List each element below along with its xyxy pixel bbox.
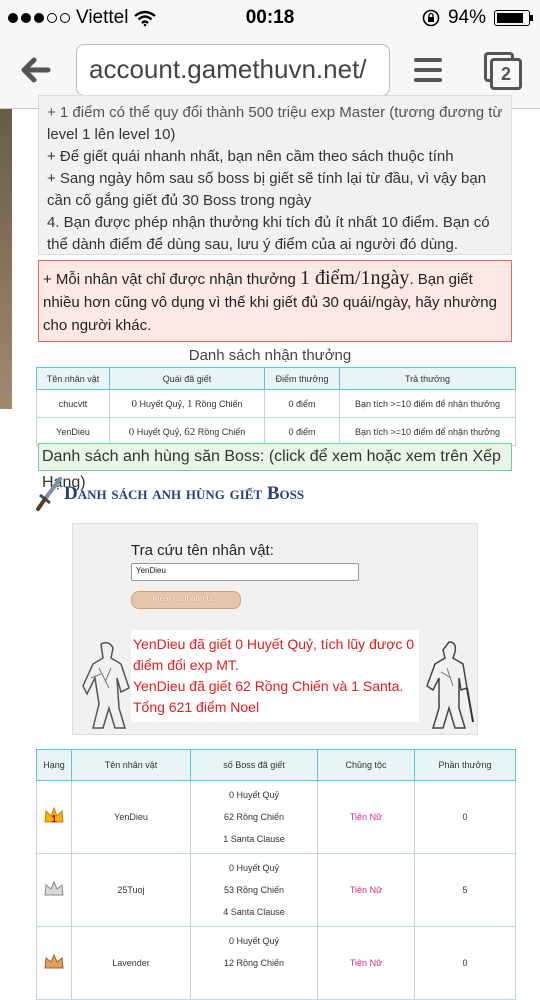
rule-line: + Sang ngày hôm sau số boss bị giết sẽ tính lại từ đầu, vì vậy bạn cần cố gắng giết đủ 30 Boss trong ngày (47, 170, 487, 209)
kills-cell: 0 Huyết Quỷ, 62 Rồng Chiến (110, 418, 265, 446)
column-header: Phần thưởng (415, 750, 516, 781)
hamburger-menu-icon[interactable] (414, 58, 442, 88)
ranking-table (36, 749, 516, 1000)
player-name: 25Tuoj (72, 854, 191, 927)
table-row (37, 418, 516, 446)
race-cell: Tiên Nữ (318, 854, 415, 927)
payout-cell: Bạn tích >=10 điểm để nhận thưởng (340, 390, 516, 418)
race-cell: Tiên Nữ (318, 927, 415, 1000)
battery-group (422, 7, 530, 29)
boss-kills-cell: 0 Huyết Quỷ 12 Rồng Chiến (191, 927, 318, 1000)
column-header: Quái đã giết (110, 368, 265, 390)
tabs-icon[interactable] (484, 52, 522, 90)
page-content (0, 104, 540, 968)
status-bar (0, 0, 540, 36)
reward-table (36, 367, 516, 446)
table-row[interactable] (37, 927, 516, 1000)
sword-icon (36, 477, 62, 511)
reward-cell: 0 (415, 781, 516, 854)
table-row[interactable] (37, 781, 516, 854)
rule-line: level 1 lên level 10) (47, 126, 176, 143)
boss-heroes-link[interactable]: Danh sách anh hùng săn Boss: (click để xem hoặc xem trên Xếp Hạng) (38, 443, 512, 471)
check-achievement-button[interactable]: Kiểm tra thành tích (131, 591, 241, 609)
battery-icon (494, 10, 530, 26)
warrior-right-image (423, 638, 475, 732)
svg-text:1: 1 (51, 814, 57, 825)
reward-notice (38, 260, 512, 342)
back-arrow-icon[interactable] (18, 52, 58, 92)
search-panel (72, 523, 478, 735)
column-header: Hạng (37, 750, 72, 781)
column-header: số Boss đã giết (191, 750, 318, 781)
rule-line: 4. Bạn được phép nhận thưởng khi tích đủ ít nhất 10 điểm. Bạn có thể dành điểm để dùng sau, lưu ý điểm của ai người đó dùng. (47, 214, 490, 253)
boss-kills-cell: 0 Huyết Quỷ 62 Rồng Chiến 1 Santa Clause (191, 781, 318, 854)
notice-suffix: . Bạn giết nhiều hơn cũng vô dụng vì thế khi giết đủ 30 quái/ngày, hãy nhường cho người khác. (43, 271, 497, 334)
player-name: YenDieu (37, 418, 110, 446)
player-name: YenDieu (72, 781, 191, 854)
address-bar[interactable] (76, 44, 390, 96)
heroes-title: Danh sách anh hùng giết Boss (64, 483, 305, 504)
silver-crown-icon (43, 879, 65, 899)
column-header: Tên nhân vật (72, 750, 191, 781)
column-header: Chủng tộc (318, 750, 415, 781)
points-cell: 0 điểm (265, 418, 340, 446)
result-line: YenDieu đã giết 0 Huyết Quỷ, tích lũy được 0 điểm đổi exp MT. (133, 636, 415, 673)
search-result (131, 630, 419, 722)
warrior-left-image (81, 638, 133, 732)
rotation-lock-icon (422, 9, 440, 27)
reward-list-title: Danh sách nhận thưởng (188, 347, 352, 364)
rank-cell (37, 927, 72, 1000)
table-row (37, 390, 516, 418)
reward-cell: 0 (415, 927, 516, 1000)
tab-count: 2 (490, 58, 522, 90)
player-name: chucvtt (37, 390, 110, 418)
payout-cell: Bạn tích >=10 điểm để nhận thưởng (340, 418, 516, 446)
column-header: Điểm thưởng (265, 368, 340, 390)
boss-kills-cell: 0 Huyết Quỷ 53 Rồng Chiến 4 Santa Clause (191, 854, 318, 927)
search-input[interactable]: YenDieu (131, 563, 359, 581)
column-header: Trả thưởng (340, 368, 516, 390)
table-header-row (37, 750, 516, 781)
rank-cell (37, 854, 72, 927)
rank-cell (37, 781, 72, 854)
bronze-crown-icon (43, 952, 65, 972)
notice-highlight: 1 điểm/1ngày (300, 267, 410, 289)
rule-line: + Để giết quái nhanh nhất, bạn nên cầm theo sách thuộc tính (47, 148, 454, 165)
column-header: Tên nhân vật (37, 368, 110, 390)
battery-percent: 94% (447, 7, 486, 28)
clock: 00:18 (245, 7, 295, 28)
race-cell: Tiên Nữ (318, 781, 415, 854)
table-header-row (37, 368, 516, 390)
gold-crown-icon (43, 806, 65, 826)
reward-cell: 5 (415, 854, 516, 927)
rule-line: + 1 điểm có thể quy đổi thành 500 triệu exp Master (tương đương từ (47, 104, 503, 121)
result-line: YenDieu đã giết 62 Rồng Chiến và 1 Santa. Tổng 621 điểm Noel (133, 678, 404, 715)
rules-box (38, 95, 512, 255)
heroes-heading (36, 477, 516, 513)
player-name: Lavender (72, 927, 191, 1000)
kills-cell: 0 Huyết Quỷ, 1 Rồng Chiến (110, 390, 265, 418)
notice-prefix: + Mỗi nhân vật chỉ được nhận thưởng (43, 271, 300, 288)
carrier-name: Viettel (76, 7, 129, 28)
table-row[interactable] (37, 854, 516, 927)
points-cell: 0 điểm (265, 390, 340, 418)
decorative-border (0, 109, 12, 409)
url-text: account.gamethuvn.net/ (89, 54, 367, 84)
search-label: Tra cứu tên nhân vật: (131, 542, 274, 559)
